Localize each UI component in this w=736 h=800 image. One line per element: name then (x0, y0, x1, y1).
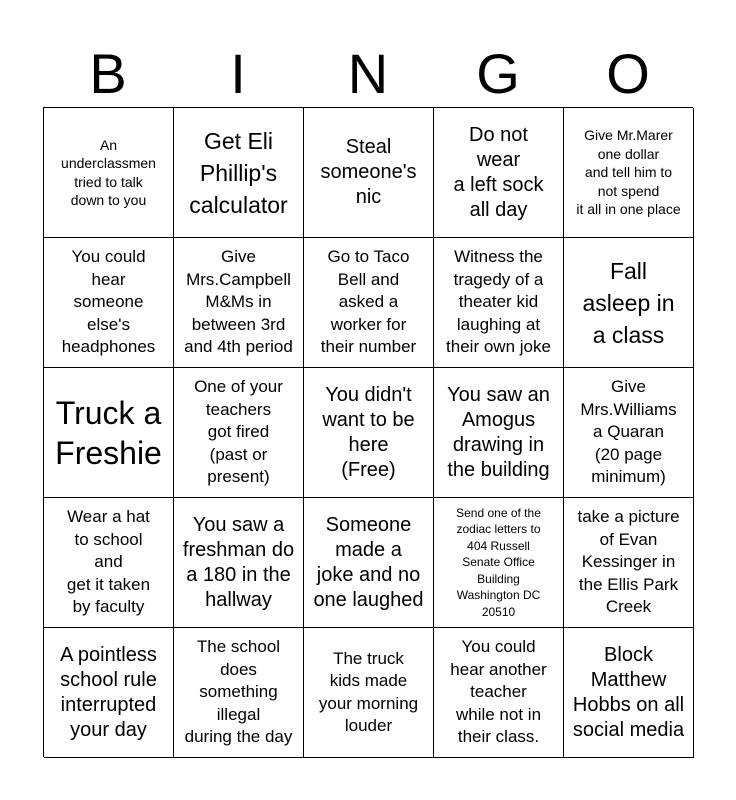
cell-text: An underclassmen tried to talk down to you (61, 136, 156, 208)
header-letter-i: I (230, 42, 246, 105)
bingo-cell[interactable] (564, 368, 694, 498)
header-letter-n: N (347, 42, 389, 105)
cell-text: Steal someone's nic (320, 136, 417, 208)
header-letter-g: G (476, 42, 520, 105)
cell-text: Get Eli Phillip's calculator (189, 127, 288, 218)
bingo-cell[interactable] (564, 108, 694, 238)
cell-text: Give Mrs.Campbell M&Ms in between 3rd and 4th period (184, 247, 293, 357)
bingo-cell[interactable] (44, 628, 174, 758)
cell-text: The truck kids made your morning louder (318, 648, 419, 735)
cell-text: Give Mr.Marer one dollar and tell him to not spend it all in one place (576, 127, 681, 218)
header-letter-o: O (606, 42, 650, 105)
bingo-cell[interactable] (434, 108, 564, 238)
bingo-cell[interactable] (304, 368, 434, 498)
bingo-cell[interactable] (564, 498, 694, 628)
cell-text: You could hear someone else's headphones (61, 247, 156, 357)
header-letter-b: B (89, 42, 127, 105)
cell-text: You didn't want to be here (Free) (322, 383, 415, 481)
cell-text: The school does something illegal during the day (184, 637, 293, 747)
cell-text: Witness the tragedy of a theater kid laughing at their own joke (446, 247, 551, 357)
cell-text: You saw an Amogus drawing in the building (447, 383, 550, 481)
bingo-cell[interactable] (174, 108, 304, 238)
bingo-cell[interactable] (434, 238, 564, 368)
bingo-cell[interactable] (304, 498, 434, 628)
bingo-cell[interactable] (434, 628, 564, 758)
cell-text: A pointless school rule interrupted your day (60, 643, 157, 741)
cell-text: Someone made a joke and no one laughed (313, 513, 424, 611)
bingo-cell[interactable] (174, 628, 304, 758)
bingo-cell[interactable] (44, 108, 174, 238)
cell-text: Wear a hat to school and get it taken by faculty (66, 507, 151, 617)
bingo-cell[interactable] (44, 238, 174, 368)
bingo-cell[interactable] (564, 628, 694, 758)
cell-text: Fall asleep in a class (582, 257, 675, 348)
bingo-cell[interactable] (174, 498, 304, 628)
bingo-cell[interactable] (434, 498, 564, 628)
cell-text: You saw a freshman do a 180 in the hallway (182, 513, 295, 611)
cell-text: take a picture of Evan Kessinger in the Ellis Park Creek (577, 507, 680, 617)
cell-text: Block Matthew Hobbs on all social media (572, 643, 685, 741)
cell-text: One of your teachers got fired (past or present) (194, 377, 283, 487)
cell-text: You could hear another teacher while not in their class. (450, 637, 547, 747)
cell-text: Truck a Freshie (55, 394, 162, 471)
cell-text: Do not wear a left sock all day (453, 123, 544, 221)
cell-text: Give Mrs.Williams a Quaran (20 page minimum) (580, 377, 677, 487)
bingo-cell[interactable] (44, 498, 174, 628)
bingo-cell[interactable] (304, 238, 434, 368)
bingo-cell[interactable] (304, 628, 434, 758)
cell-text: Send one of the zodiac letters to 404 Russell Senate Office Building Washington DC 20510 (456, 505, 541, 619)
bingo-cell[interactable] (434, 368, 564, 498)
bingo-cell[interactable] (564, 238, 694, 368)
bingo-cell[interactable] (174, 238, 304, 368)
bingo-header (43, 42, 693, 106)
bingo-cell[interactable] (304, 108, 434, 238)
bingo-cell[interactable] (174, 368, 304, 498)
cell-text: Go to Taco Bell and asked a worker for their number (320, 247, 417, 357)
bingo-cell[interactable] (44, 368, 174, 498)
bingo-card-grid (43, 107, 693, 757)
